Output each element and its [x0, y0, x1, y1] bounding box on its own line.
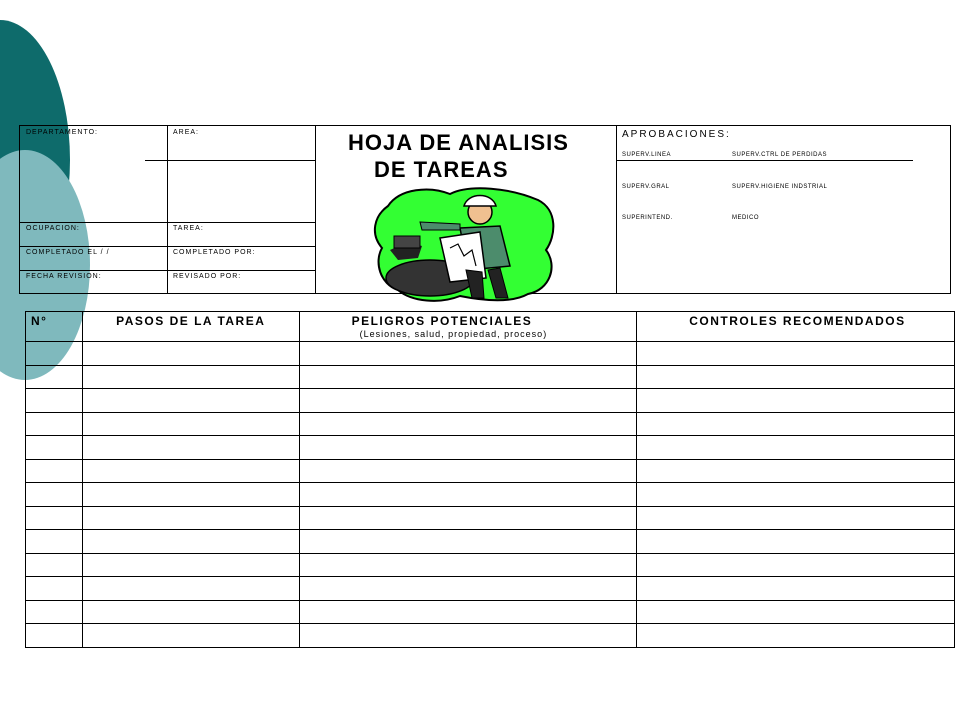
table-cell[interactable]	[637, 483, 955, 507]
table-cell[interactable]	[82, 389, 299, 413]
table-cell[interactable]	[26, 624, 83, 648]
table-cell[interactable]	[82, 506, 299, 530]
table-cell[interactable]	[82, 600, 299, 624]
table-cell[interactable]	[82, 365, 299, 389]
table-cell[interactable]	[299, 624, 637, 648]
table-cell[interactable]	[637, 624, 955, 648]
table-cell[interactable]	[26, 600, 83, 624]
table-cell[interactable]	[26, 389, 83, 413]
superv-higiene-label: SUPERV.HIGIENE INDSTRIAL	[732, 184, 828, 190]
departamento-label: DEPARTAMENTO:	[26, 129, 98, 136]
area-label: AREA:	[173, 129, 200, 136]
table-cell[interactable]	[299, 506, 637, 530]
table-cell[interactable]	[82, 530, 299, 554]
table-cell[interactable]	[637, 506, 955, 530]
table-row	[26, 553, 955, 577]
table-cell[interactable]	[637, 600, 955, 624]
divider	[20, 270, 316, 271]
table-cell[interactable]	[299, 389, 637, 413]
divider	[315, 126, 316, 294]
table-cell[interactable]	[299, 600, 637, 624]
table-cell[interactable]	[82, 412, 299, 436]
table-cell[interactable]	[26, 577, 83, 601]
ocupacion-label: OCUPACION:	[26, 225, 80, 232]
revisado-por-label: REVISADO POR:	[173, 273, 242, 280]
table-row	[26, 412, 955, 436]
peligros-subtitle: (Lesiones, salud, propiedad, proceso)	[359, 329, 548, 339]
table-row	[26, 436, 955, 460]
table-row	[26, 624, 955, 648]
divider	[20, 222, 316, 223]
table-cell[interactable]	[26, 483, 83, 507]
table-cell[interactable]	[82, 459, 299, 483]
page-title-line2: DE TAREAS	[374, 157, 509, 182]
table-cell[interactable]	[299, 553, 637, 577]
table-cell[interactable]	[26, 365, 83, 389]
table-cell[interactable]	[26, 342, 83, 366]
table-cell[interactable]	[637, 436, 955, 460]
table-row	[26, 600, 955, 624]
table-row	[26, 389, 955, 413]
table-cell[interactable]	[637, 365, 955, 389]
table-cell[interactable]	[82, 624, 299, 648]
table-row	[26, 342, 955, 366]
aprobaciones-title: APROBACIONES:	[622, 129, 731, 140]
table-cell[interactable]	[299, 365, 637, 389]
divider	[617, 160, 913, 161]
page-title: HOJA DE ANALISIS	[348, 130, 569, 155]
col-header-controles: CONTROLES RECOMENDADOS	[637, 312, 955, 342]
tarea-label: TAREA:	[173, 225, 204, 232]
superintend-label: SUPERINTEND.	[622, 215, 673, 221]
table-cell[interactable]	[637, 412, 955, 436]
table-cell[interactable]	[26, 412, 83, 436]
table-row	[26, 459, 955, 483]
table-cell[interactable]	[637, 459, 955, 483]
col-header-peligros: PELIGROS POTENCIALES (Lesiones, salud, propiedad, proceso)	[299, 312, 637, 342]
table-cell[interactable]	[299, 530, 637, 554]
divider	[616, 126, 617, 294]
table-cell[interactable]	[299, 459, 637, 483]
table-cell[interactable]	[26, 436, 83, 460]
table-cell[interactable]	[299, 577, 637, 601]
table-cell[interactable]	[299, 342, 637, 366]
table-cell[interactable]	[637, 530, 955, 554]
divider	[20, 246, 316, 247]
completado-por-label: COMPLETADO POR:	[173, 249, 256, 256]
worker-reading-plans-icon	[360, 186, 560, 306]
table-cell[interactable]	[299, 436, 637, 460]
col-header-pasos: PASOS DE LA TAREA	[82, 312, 299, 342]
table-cell[interactable]	[637, 553, 955, 577]
table-cell[interactable]	[637, 389, 955, 413]
superv-linea-label: SUPERV.LINEA	[622, 152, 672, 158]
completado-el-label: COMPLETADO EL / /	[26, 249, 110, 256]
divider	[145, 160, 316, 161]
medico-label: MEDICO	[732, 215, 759, 221]
table-row	[26, 365, 955, 389]
table-cell[interactable]	[26, 530, 83, 554]
table-cell[interactable]	[82, 553, 299, 577]
table-cell[interactable]	[637, 577, 955, 601]
table-cell[interactable]	[26, 459, 83, 483]
divider	[167, 126, 168, 294]
table-cell[interactable]	[82, 342, 299, 366]
table-cell[interactable]	[637, 342, 955, 366]
table-cell[interactable]	[82, 483, 299, 507]
table-cell[interactable]	[299, 483, 637, 507]
table-cell[interactable]	[82, 436, 299, 460]
superv-ctrl-label: SUPERV.CTRL DE PERDIDAS	[732, 152, 827, 158]
superv-gral-label: SUPERV.GRAL	[622, 184, 670, 190]
analysis-table	[25, 311, 955, 648]
table-cell[interactable]	[82, 577, 299, 601]
fecha-revision-label: FECHA REVISION:	[26, 273, 102, 280]
table-cell[interactable]	[26, 553, 83, 577]
table-row	[26, 506, 955, 530]
table-row	[26, 577, 955, 601]
col-header-numero: N°	[26, 312, 83, 342]
table-cell[interactable]	[26, 506, 83, 530]
table-row	[26, 530, 955, 554]
table-row	[26, 483, 955, 507]
table-cell[interactable]	[299, 412, 637, 436]
